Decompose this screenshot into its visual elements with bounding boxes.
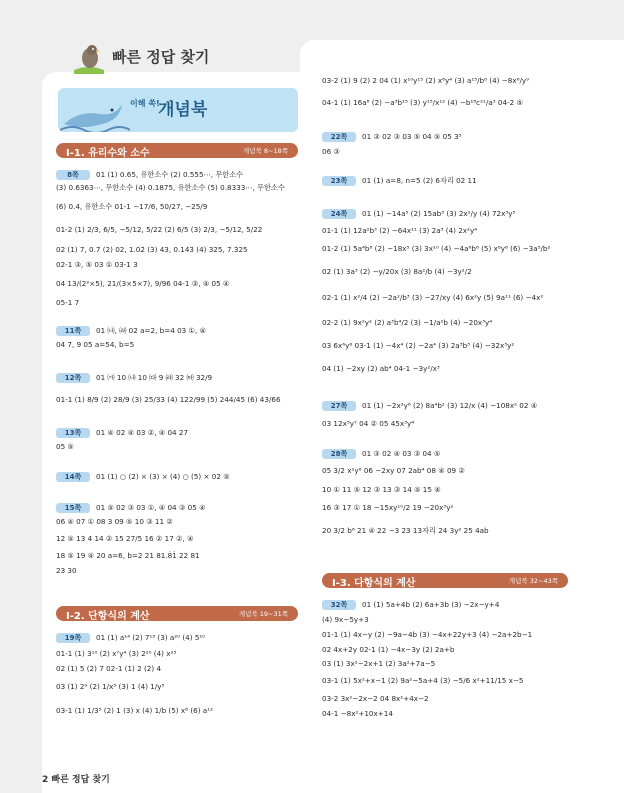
answer-row: 03 (1) 3x²−2x+1 (2) 3a²+7a−5 bbox=[322, 659, 436, 668]
answer-row: 02-2 (1) 9x²y² (2) a³b⁴/2 (3) −1/a²b (4) −20x³y⁴ bbox=[322, 318, 493, 327]
answer-row: 04-1 −8x²+10x+14 bbox=[322, 709, 393, 718]
answer-row: 04 (1) −2xy (2) ab⁴ 04-1 −3y²/x³ bbox=[322, 364, 440, 373]
answer-row: 04-1 (1) 16a⁸ (2) −a³b¹⁵ (3) y¹⁵/x¹² (4) −b¹⁸c²¹/a³ 04-2 ⑤ bbox=[322, 98, 523, 107]
answer-row: 18 ⑤ 19 ④ 20 a=6, b=2 21 81.8̇1̇ 22 81 bbox=[56, 551, 200, 560]
page-tag: 24쪽 bbox=[322, 209, 356, 219]
page-tag: 28쪽 bbox=[322, 449, 356, 459]
page-tag: 11쪽 bbox=[56, 326, 90, 336]
page-tag: 19쪽 bbox=[56, 633, 90, 643]
answer-row: 05 3/2 x²y⁶ 06 −2xy 07 2ab⁴ 08 ④ 09 ② bbox=[322, 466, 465, 475]
answer-row: 06 ④ 07 ① 08 3 09 ⑤ 10 ③ 11 ② bbox=[56, 517, 173, 526]
bird-logo-icon bbox=[72, 40, 106, 74]
footer-label: 빠른 정답 찾기 bbox=[51, 775, 110, 785]
answer-row: 01 (1) −2x²y⁶ (2) 8a⁴b² (3) 12/x (4) −108x² 02 ④ bbox=[362, 401, 538, 410]
page-tag: 8쪽 bbox=[56, 170, 90, 180]
page-tag: 14쪽 bbox=[56, 472, 90, 482]
page-title: 빠른 정답 찾기 bbox=[112, 48, 210, 66]
answer-row: 01-2 (1) 2/3, 6/5, −5/12, 5/22 (2) 6/5 (3) 2/3, −5/12, 5/22 bbox=[56, 225, 263, 234]
answer-row: 03-1 (1) 5x²+x−1 (2) 9a²−5a+4 (3) −5/6 x²+11/15 x−5 bbox=[322, 676, 524, 685]
answer-row: 03-1 (1) 1/3⁵ (2) 1 (3) x (4) 1/b (5) x⁸ (6) a¹² bbox=[56, 706, 213, 715]
section-pages: 개념북 32~43쪽 bbox=[508, 577, 558, 585]
banner-title: 개념북 bbox=[158, 100, 208, 120]
answer-row: 03 (1) 2⁹ (2) 1/x⁵ (3) 1 (4) 1/y⁵ bbox=[56, 682, 165, 691]
answer-row: 01 (1) ○ (2) × (3) × (4) ○ (5) × 02 ⑤ bbox=[96, 472, 230, 481]
answer-row: 01 ③ 02 ④ 03 ③ 04 ⑤ bbox=[362, 449, 441, 458]
answer-row: 01 ④ 02 ④ 03 ②, ④ 04 27 bbox=[96, 428, 189, 437]
answer-row: 03 6x⁶y⁶ 03-1 (1) −4x⁴ (2) −2a⁴ (3) 2a³b³ (4) −32x³y² bbox=[322, 341, 515, 350]
page-tag: 32쪽 bbox=[322, 600, 356, 610]
answer-row: 04 7, 9 05 a=54, b=5 bbox=[56, 340, 135, 349]
page-tag: 27쪽 bbox=[322, 401, 356, 411]
answer-row: 10 ① 11 ⑤ 12 ③ 13 ③ 14 ⑤ 15 ④ bbox=[322, 485, 441, 494]
answer-row: 01 (1) 5a+4b (2) 6a+3b (3) −2x−y+4 bbox=[362, 600, 500, 609]
answer-row: 01 ⑤ 02 ③ 03 ①, ④ 04 ③ 05 ④ bbox=[96, 503, 206, 512]
answer-row: 01-1 (1) 3¹⁰ (2) x⁷y⁴ (3) 2²⁰ (4) x²³ bbox=[56, 649, 177, 658]
answer-row: 01-1 (1) 8/9 (2) 28/9 (3) 25/33 (4) 122/99 (5) 244/45 (6) 43/66 bbox=[56, 395, 281, 404]
answer-row: 01 (1) 0.65, 유한소수 (2) 0.555⋯, 무한소수 bbox=[96, 170, 244, 179]
section-pages: 개념북 19~31쪽 bbox=[238, 610, 288, 618]
page-tag: 13쪽 bbox=[56, 428, 90, 438]
answer-row: 12 ⑤ 13 4 14 ② 15 27/5 16 ② 17 ②, ④ bbox=[56, 534, 194, 543]
answer-row: 01 ㈏, ㈑ 02 a=2, b=4 03 ①, ④ bbox=[96, 326, 206, 335]
page-tag: 15쪽 bbox=[56, 503, 90, 513]
answer-row: 05 ⑤ bbox=[56, 442, 74, 451]
page-tag: 22쪽 bbox=[322, 132, 356, 142]
answer-row: 02 (1) 5 (2) 7 02-1 (1) 2 (2) 4 bbox=[56, 664, 162, 673]
answer-row: 02 4x+2y 02-1 (1) −4x−3y (2) 2a+b bbox=[322, 645, 455, 654]
section-2-header bbox=[56, 606, 298, 621]
answer-row: 03-2 3x²−2x−2 04 8x²+4x−2 bbox=[322, 694, 429, 703]
answer-row: 03-2 (1) 9 (2) 2 04 (1) x¹⁰y¹⁵ (2) x⁶y⁴ (3) a¹⁵/b⁶ (4) −8x⁶/y⁹ bbox=[322, 76, 530, 85]
answer-row: 01 ③ 02 ③ 03 ⑤ 04 ⑤ 05 3⁵ bbox=[362, 132, 462, 141]
answer-row: 23 30 bbox=[56, 566, 77, 575]
footer bbox=[42, 772, 110, 785]
page-tag: 12쪽 bbox=[56, 373, 90, 383]
answer-row: 02-1 (1) x²/4 (2) −2a²/b³ (3) −27/xy (4) 6x²y (5) 9a¹¹ (6) −4x² bbox=[322, 293, 544, 302]
answer-row: 01 ㈎ 10 ㈏ 10 ㈐ 9 ㈑ 32 ㈒ 32/9 bbox=[96, 373, 213, 382]
answer-row: 02 (1) 7, 0.7̇ (2) 02, 1.0̇2̇ (3) 43, 0.14̇3̇ (4) 325, 7.3̇25̇ bbox=[56, 245, 248, 254]
answer-sheet-top bbox=[300, 40, 624, 80]
answer-row: 05-1 7 bbox=[56, 298, 80, 307]
section-1-header bbox=[56, 143, 298, 158]
section-3-header bbox=[322, 573, 568, 588]
answer-row: (4) 9x−5y+3 bbox=[322, 615, 369, 624]
section-title: Ⅰ-3. 다항식의 계산 bbox=[332, 578, 416, 589]
section-title: Ⅰ-2. 단항식의 계산 bbox=[66, 611, 150, 622]
answer-row: 01-2 (1) 5a⁴b⁸ (2) −18x⁵ (3) 3x¹⁰ (4) −4a⁶b⁶ (5) x⁸y⁶ (6) −3a⁵/b² bbox=[322, 244, 551, 253]
answer-row: 01 (1) a=8, n=5 (2) 6자리 02 11 bbox=[362, 176, 477, 185]
answer-row: 03 12x⁵y⁷ 04 ② 05 45x³y⁴ bbox=[322, 419, 415, 428]
answer-row: 02-1 ③, ⑤ 03 ① 03-1 3 bbox=[56, 260, 138, 269]
whale-icon bbox=[60, 90, 130, 132]
banner-subtitle: 이해 쏙! bbox=[130, 99, 160, 108]
answer-row: 16 ③ 17 ① 18 −15xy¹⁰/2 19 −20x³y² bbox=[322, 503, 454, 512]
section-title: Ⅰ-1. 유리수와 소수 bbox=[66, 148, 150, 159]
answer-row: 01 (1) −14a⁵ (2) 15ab³ (3) 2x²/y (4) 72x³y⁵ bbox=[362, 209, 516, 218]
answer-row: 20 3/2 b⁶ 21 ④ 22 −3 23 13자리 24 3y² 25 4ab bbox=[322, 526, 489, 535]
section-pages: 개념북 8~18쪽 bbox=[242, 147, 288, 155]
answer-row: 06 ③ bbox=[322, 147, 340, 156]
answer-row: (6) 0.4, 유한소수 01-1 −17/6, 50/27, −25/9 bbox=[56, 202, 208, 211]
page-tag: 23쪽 bbox=[322, 176, 356, 186]
page-number: 2 bbox=[42, 775, 49, 785]
answer-row: 01-1 (1) 4x−y (2) −9a−4b (3) −4x+22y+3 (4) −2a+2b−1 bbox=[322, 630, 533, 639]
answer-row: 01 (1) a¹⁴ (2) 7¹³ (3) a²⁰ (4) 5¹⁰ bbox=[96, 633, 206, 642]
answer-row: 01-1 (1) 12a²b³ (2) −64x¹¹ (3) 2a³ (4) 2x²y⁴ bbox=[322, 226, 478, 235]
answer-row: 04 13/(2²×5), 21/(3×5×7), 9/96 04-1 ③, ④ 05 ④ bbox=[56, 279, 230, 288]
answer-row: (3) 0.6363⋯, 무한소수 (4) 0.1875, 유한소수 (5) 0.8333⋯, 무한소수 bbox=[56, 183, 285, 192]
answer-row: 02 (1) 3a³ (2) −y/20x (3) 8a²/b (4) −3y²/2 bbox=[322, 267, 472, 276]
